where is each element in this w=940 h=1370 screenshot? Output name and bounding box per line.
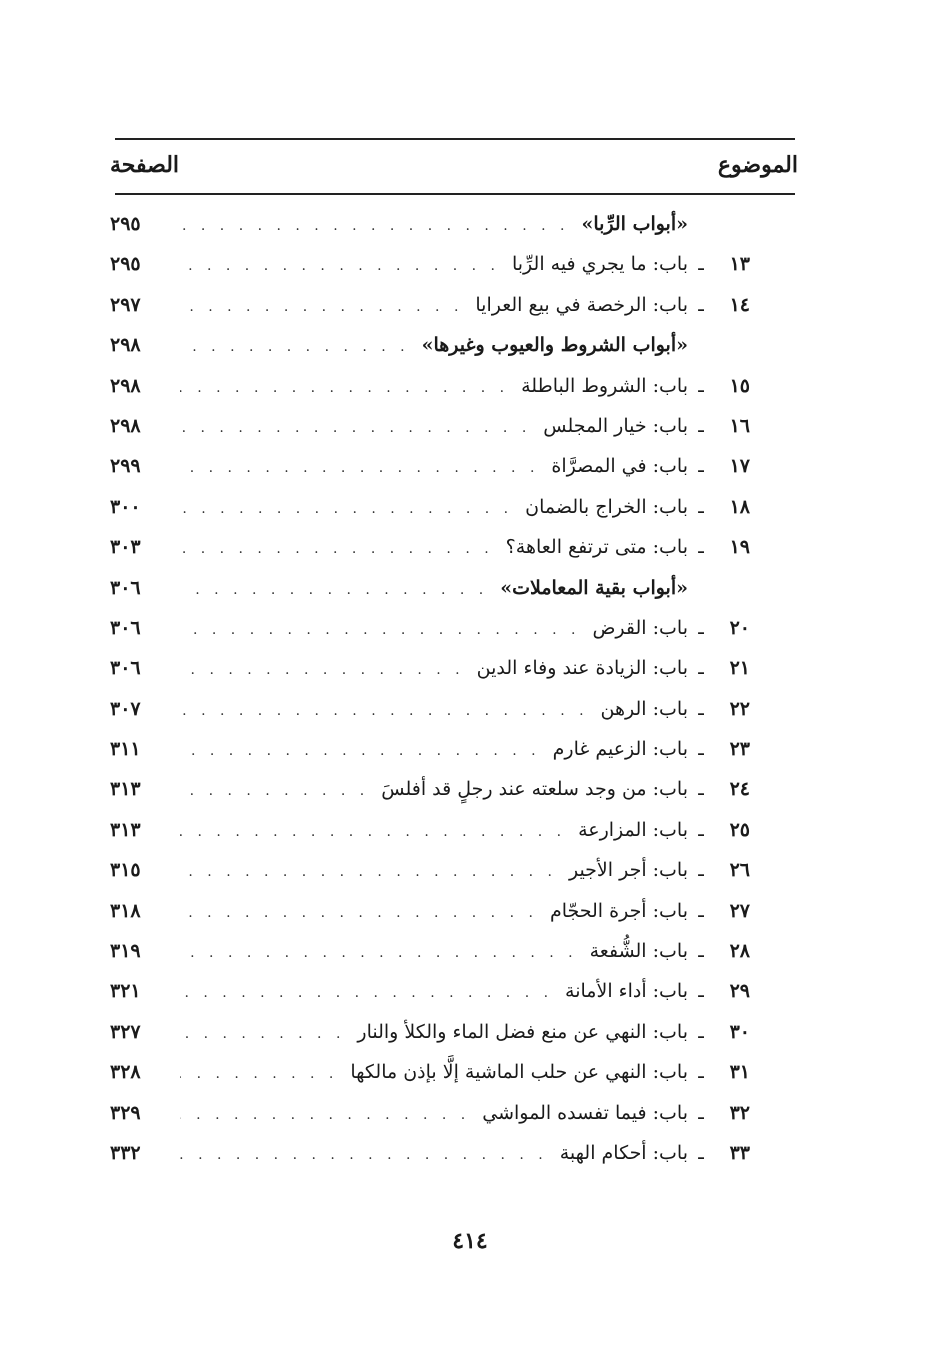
- toc-entry: [110, 446, 750, 486]
- entry-title: باب: متى ترتفع العاهة؟: [505, 536, 688, 559]
- entry-page-number: ٣٢١: [110, 980, 141, 1003]
- entry-page-number: ٢٩٧: [110, 293, 141, 316]
- entry-dash: ـ: [698, 495, 704, 518]
- toc-entry: [110, 769, 750, 809]
- entry-title: باب: الزعيم غارم: [552, 738, 688, 761]
- dot-leader: [180, 570, 488, 610]
- entry-title: باب: الشروط الباطلة: [521, 374, 688, 397]
- entry-number: ١٧: [729, 455, 750, 478]
- dot-leader: [180, 1095, 470, 1135]
- entry-title: باب: المزارعة: [578, 818, 688, 841]
- entry-title: باب: الزيادة عند وفاء الدين: [476, 657, 688, 680]
- entry-page-number: ٣٠٦: [110, 576, 141, 599]
- entry-page-number: ٣٢٧: [110, 1020, 141, 1043]
- dot-leader: [180, 246, 500, 286]
- entry-number: ١٨: [729, 495, 750, 518]
- entry-page-number: ٢٩٥: [110, 253, 141, 276]
- entry-dash: ـ: [698, 899, 704, 922]
- entry-dash: ـ: [698, 1101, 704, 1124]
- header-top-rule: [115, 138, 795, 140]
- entry-number: ٢٨: [729, 940, 750, 963]
- entry-number: ١٩: [729, 536, 750, 559]
- entry-dash: ـ: [698, 536, 704, 559]
- entry-title: باب: النهي عن منع فضل الماء والكلأ والنار: [357, 1020, 688, 1043]
- entry-title: باب: أجرة الحجّام: [549, 899, 688, 922]
- entry-title: باب: القرض: [592, 616, 688, 639]
- entry-title: باب: أداء الأمانة: [565, 980, 688, 1003]
- entry-dash: ـ: [698, 818, 704, 841]
- toc-entry: [110, 1133, 750, 1173]
- entry-dash: ـ: [698, 1141, 704, 1164]
- entry-title: باب: خيار المجلس: [543, 414, 688, 437]
- entry-title: باب: أحكام الهبة: [559, 1141, 688, 1164]
- entry-dash: ـ: [698, 616, 704, 639]
- toc-entry: [110, 244, 750, 284]
- entry-title: باب: الشُّفعة: [589, 940, 688, 963]
- toc-entry: [110, 608, 750, 648]
- entry-dash: ـ: [698, 1020, 704, 1043]
- entry-dash: ـ: [698, 293, 704, 316]
- entry-number: ٢٣: [729, 738, 750, 761]
- dot-leader: [180, 973, 553, 1013]
- dot-leader: [180, 691, 589, 731]
- table-of-contents: [110, 204, 750, 1173]
- entry-number: ٣٠: [729, 1020, 750, 1043]
- entry-title: باب: ما يجري فيه الرِّبا: [511, 253, 688, 276]
- toc-entry: [110, 285, 750, 325]
- entry-number: ٣٣: [729, 1141, 750, 1164]
- entry-number: ٢٩: [729, 980, 750, 1003]
- entry-title: باب: الرهن: [600, 697, 688, 720]
- toc-section-heading: [110, 325, 750, 365]
- entry-page-number: ٢٩٩: [110, 455, 141, 478]
- entry-page-number: ٢٩٨: [110, 374, 141, 397]
- entry-title: باب: الخراج بالضمان: [525, 495, 688, 518]
- toc-entry: [110, 810, 750, 850]
- entry-number: ٣١: [729, 1061, 750, 1084]
- toc-entry: [110, 366, 750, 406]
- toc-entry: [110, 1052, 750, 1092]
- entry-number: ٢٧: [729, 899, 750, 922]
- dot-leader: [180, 1135, 548, 1175]
- toc-entry: [110, 689, 750, 729]
- entry-page-number: ٣٠٦: [110, 657, 141, 680]
- dot-leader: [180, 852, 557, 892]
- entry-title: «أبواب الرِّبا»: [581, 213, 688, 235]
- entry-number: ١٣: [729, 253, 750, 276]
- entry-page-number: ٣٢٨: [110, 1061, 141, 1084]
- entry-page-number: ٢٩٨: [110, 414, 141, 437]
- entry-page-number: ٢٩٥: [110, 213, 141, 235]
- toc-entry: [110, 891, 750, 931]
- dot-leader: [180, 731, 541, 771]
- dot-leader: [180, 287, 463, 327]
- entry-page-number: ٣١١: [110, 738, 141, 761]
- dot-leader: [180, 1054, 338, 1094]
- entry-page-number: ٣٠٦: [110, 616, 141, 639]
- toc-entry: [110, 729, 750, 769]
- dot-leader: [180, 529, 494, 569]
- toc-entry: [110, 487, 750, 527]
- entry-page-number: ٣١٣: [110, 778, 141, 801]
- entry-number: ٢٦: [729, 859, 750, 882]
- toc-section-heading: [110, 204, 750, 244]
- entry-dash: ـ: [698, 778, 704, 801]
- entry-dash: ـ: [698, 859, 704, 882]
- entry-page-number: ٣٠٠: [110, 495, 141, 518]
- toc-entry: [110, 1012, 750, 1052]
- dot-leader: [180, 933, 578, 973]
- page-column-label: الصفحة: [110, 152, 180, 178]
- dot-leader: [180, 368, 509, 408]
- entry-number: ٢٥: [729, 818, 750, 841]
- dot-leader: [180, 408, 531, 448]
- dot-leader: [180, 489, 513, 529]
- entry-page-number: ٣١٣: [110, 818, 141, 841]
- toc-entry: [110, 850, 750, 890]
- entry-title: باب: الرخصة في بيع العرايا: [475, 293, 688, 316]
- entry-number: ٢١: [729, 657, 750, 680]
- dot-leader: [180, 893, 538, 933]
- dot-leader: [180, 448, 539, 488]
- entry-dash: ـ: [698, 697, 704, 720]
- entry-number: ٢٢: [729, 697, 750, 720]
- header-bottom-rule: [115, 193, 795, 195]
- dot-leader: [180, 1014, 345, 1054]
- entry-dash: ـ: [698, 980, 704, 1003]
- entry-title: باب: فيما تفسده المواشي: [482, 1101, 688, 1124]
- entry-title: «أبواب بقية المعاملات»: [500, 576, 688, 599]
- entry-title: «أبواب الشروط والعيوب وغيرها»: [421, 334, 688, 357]
- entry-dash: ـ: [698, 657, 704, 680]
- entry-number: ٢٠: [729, 616, 750, 639]
- toc-entry: [110, 971, 750, 1011]
- toc-entry: [110, 406, 750, 446]
- toc-entry: [110, 648, 750, 688]
- entry-number: ٢٤: [729, 778, 750, 801]
- entry-dash: ـ: [698, 253, 704, 276]
- entry-dash: ـ: [698, 374, 704, 397]
- dot-leader: [180, 610, 580, 650]
- entry-number: ١٤: [729, 293, 750, 316]
- entry-number: ٣٢: [729, 1101, 750, 1124]
- entry-page-number: ٣١٥: [110, 859, 141, 882]
- page-number: ٤١٤: [452, 1228, 488, 1254]
- entry-title: باب: في المصرَّاة: [551, 455, 688, 478]
- table-header: [110, 145, 798, 185]
- toc-entry: [110, 1093, 750, 1133]
- entry-title: باب: من وجد سلعته عند رجلٍ قد أفلسَ: [381, 778, 688, 801]
- dot-leader: [180, 327, 410, 367]
- entry-title: باب: أجر الأجير: [568, 859, 688, 882]
- dot-leader: [180, 650, 465, 690]
- dot-leader: [180, 206, 569, 246]
- entry-page-number: ٣٣٢: [110, 1141, 141, 1164]
- entry-page-number: ٣٢٩: [110, 1101, 141, 1124]
- dot-leader: [180, 771, 369, 811]
- entry-number: ١٥: [729, 374, 750, 397]
- entry-dash: ـ: [698, 940, 704, 963]
- entry-title: باب: النهي عن حلب الماشية إلَّا بإذن مالكها: [350, 1061, 688, 1084]
- toc-section-heading: [110, 568, 750, 608]
- toc-entry: [110, 527, 750, 567]
- dot-leader: [180, 812, 566, 852]
- entry-page-number: ٣٠٣: [110, 536, 141, 559]
- entry-page-number: ٣١٨: [110, 899, 141, 922]
- entry-dash: ـ: [698, 1061, 704, 1084]
- toc-entry: [110, 931, 750, 971]
- entry-page-number: ٢٩٨: [110, 334, 141, 357]
- entry-page-number: ٣١٩: [110, 940, 141, 963]
- entry-dash: ـ: [698, 455, 704, 478]
- entry-dash: ـ: [698, 738, 704, 761]
- entry-number: ١٦: [729, 414, 750, 437]
- entry-dash: ـ: [698, 414, 704, 437]
- topic-column-label: الموضوع: [717, 152, 798, 178]
- entry-page-number: ٣٠٧: [110, 697, 141, 720]
